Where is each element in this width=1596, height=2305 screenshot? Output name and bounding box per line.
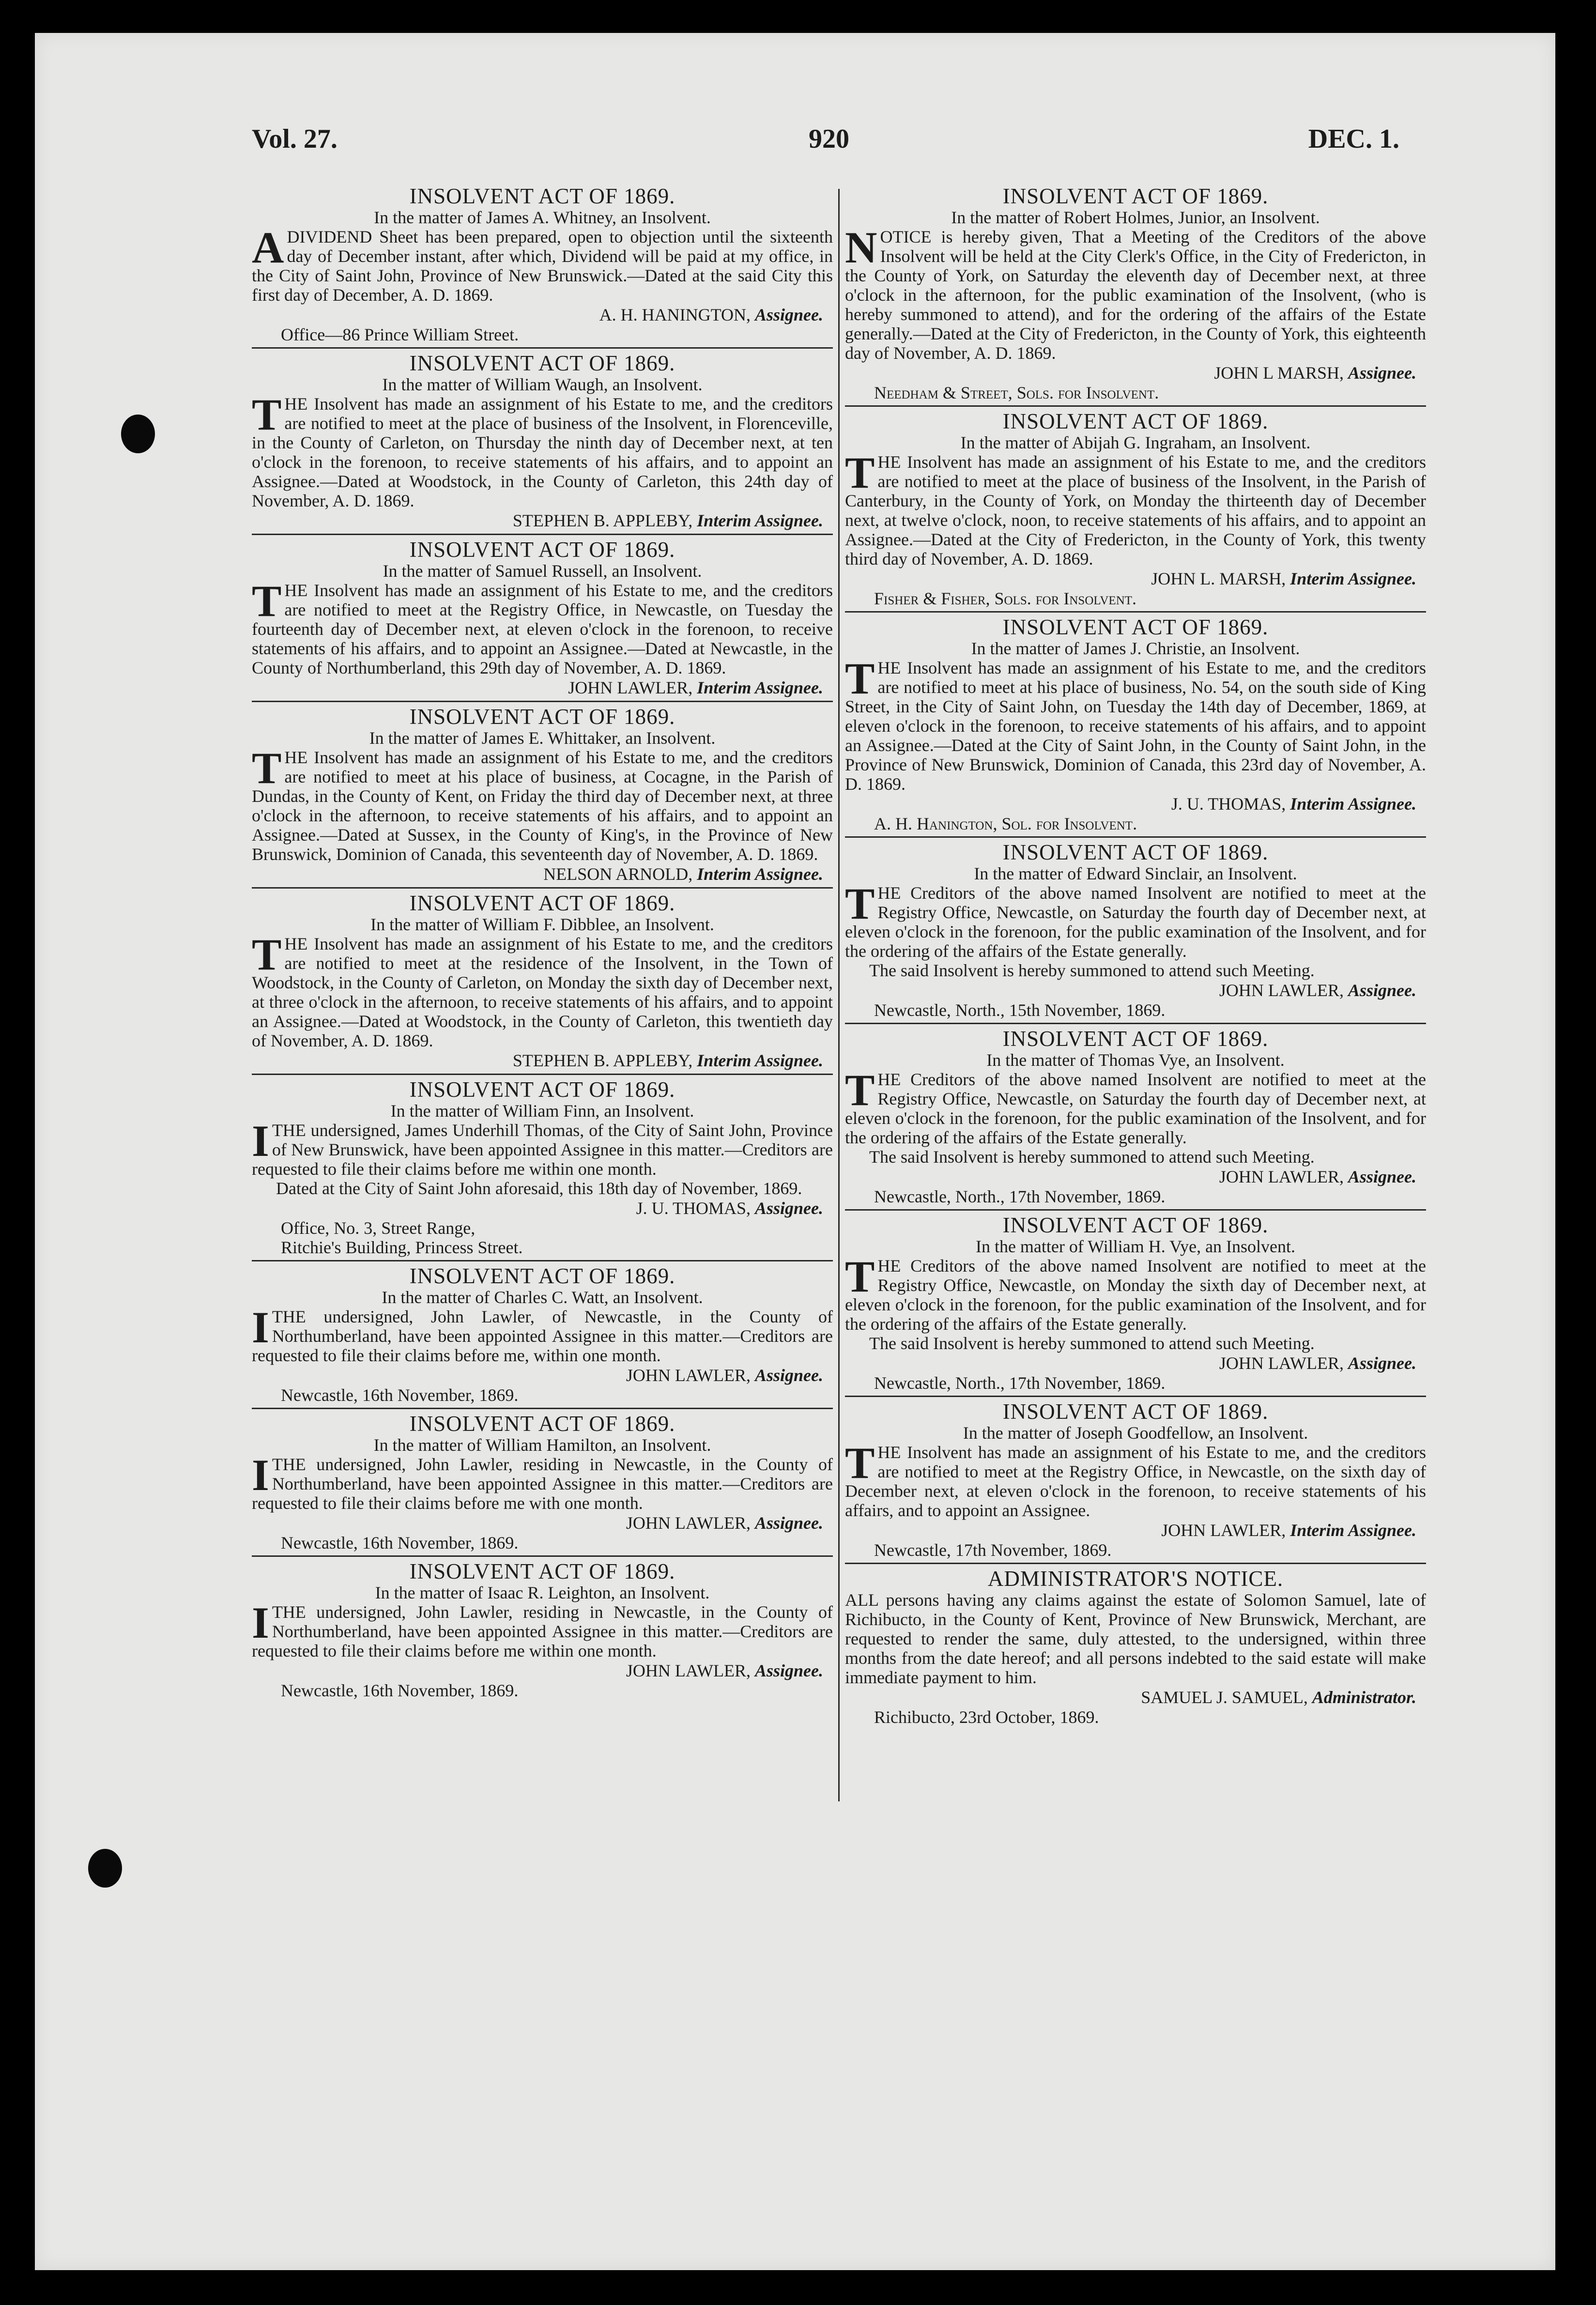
notice-body-text: THE undersigned, John Lawler, of Newcastle, in the County of Northumberland, have been appointed Assignee in this matter.—Creditors are requested to file their claims before me, within one month. bbox=[252, 1307, 833, 1365]
notice-matter: In the matter of William H. Vye, an Insolvent. bbox=[975, 1237, 1296, 1256]
drop-cap: T bbox=[252, 930, 282, 979]
notice-matter: In the matter of Edward Sinclair, an Insolvent. bbox=[974, 864, 1297, 883]
signature-role: Interim Assignee. bbox=[697, 1051, 823, 1070]
signature bbox=[845, 1687, 1426, 1707]
notice-body-text: HE Insolvent has made an assignment of his Estate to me, and the creditors are notified to meet at the residence of the Insolvent, in the Town of Woodstock, in the County of Carleton, on Monday the sixth day of December next, at three o'clock in the afternoon, to receive statements of his affairs, and to appoint an Assignee.—Dated at Woodstock, in the County of Carleton, this twentieth day of November, A. D. 1869. bbox=[252, 934, 833, 1050]
notice-body bbox=[845, 448, 1426, 569]
signature bbox=[252, 1365, 833, 1385]
dateline: Newcastle, 17th November, 1869. bbox=[874, 1540, 1112, 1560]
drop-cap: T bbox=[845, 654, 875, 703]
notice-heading: INSOLVENT ACT OF 1869. bbox=[1002, 840, 1269, 864]
signature-role: Interim Assignee. bbox=[697, 864, 823, 884]
notice-block bbox=[252, 182, 833, 347]
notice-heading: INSOLVENT ACT OF 1869. bbox=[409, 1264, 675, 1288]
dateline: Newcastle, 16th November, 1869. bbox=[281, 1385, 519, 1405]
notice-block bbox=[845, 405, 1426, 611]
punch-hole bbox=[88, 1849, 122, 1888]
notice-body-text: HE Creditors of the above named Insolvent are notified to meet at the Registry Office, Newcastle, on Saturday the fourth day of December next, at eleven o'clock in the forenoon, for the public examination of the Insolvent, and for the ordering of the affairs of the Estate generally. bbox=[845, 883, 1426, 961]
notice-matter: In the matter of William Finn, an Insolvent. bbox=[390, 1101, 694, 1121]
signature-role: Assignee. bbox=[754, 1199, 823, 1218]
notice-block bbox=[252, 1408, 833, 1555]
drop-cap: T bbox=[845, 1065, 875, 1115]
signature-role: Assignee. bbox=[754, 1661, 823, 1680]
notice-block bbox=[252, 1074, 833, 1260]
notice-body bbox=[252, 1450, 833, 1513]
notice-matter: In the matter of James J. Christie, an Insolvent. bbox=[971, 639, 1300, 658]
notice-body-text: DIVIDEND Sheet has been prepared, open to objection until the sixteenth day of December instant, after which, Dividend will be paid at my office, in the City of Saint John, Province of New Brunswick.—Dated at the said City this first day of December, A. D. 1869. bbox=[252, 227, 833, 305]
notice-heading: INSOLVENT ACT OF 1869. bbox=[409, 705, 675, 729]
signature bbox=[252, 1050, 833, 1071]
drop-cap: I bbox=[252, 1303, 269, 1352]
notice-body bbox=[845, 1438, 1426, 1520]
signature-name: JOHN LAWLER, bbox=[1219, 1167, 1348, 1186]
drop-cap: I bbox=[252, 1116, 269, 1166]
notice-heading: INSOLVENT ACT OF 1869. bbox=[409, 1412, 675, 1436]
notice-heading: INSOLVENT ACT OF 1869. bbox=[1002, 1213, 1269, 1237]
notice-body bbox=[845, 223, 1426, 363]
signature bbox=[845, 1167, 1426, 1187]
notice-block bbox=[845, 1396, 1426, 1563]
signature-name: STEPHEN B. APPLEBY, bbox=[512, 511, 697, 530]
notice-block bbox=[845, 1209, 1426, 1396]
signature-name: J. U. THOMAS, bbox=[636, 1199, 755, 1218]
drop-cap: I bbox=[252, 1598, 269, 1647]
notice-matter: In the matter of Isaac R. Leighton, an Insolvent. bbox=[375, 1583, 710, 1602]
page-header bbox=[252, 123, 1399, 162]
notice-matter: In the matter of Thomas Vye, an Insolvent. bbox=[986, 1050, 1285, 1070]
signature-name: NELSON ARNOLD, bbox=[543, 864, 697, 884]
signature-name: SAMUEL J. SAMUEL, bbox=[1141, 1688, 1312, 1707]
notice-block bbox=[252, 1555, 833, 1703]
notice-heading: INSOLVENT ACT OF 1869. bbox=[1002, 615, 1269, 639]
notice-body-text: HE Creditors of the above named Insolvent are notified to meet at the Registry Office, Newcastle, on Saturday the fourth day of December next, at eleven o'clock in the forenoon, for the public examination of the Insolvent, and for the ordering of the affairs of the Estate generally. bbox=[845, 1070, 1426, 1147]
notice-extra: The said Insolvent is hereby summoned to attend such Meeting. bbox=[869, 1334, 1315, 1353]
signature-name: JOHN LAWLER, bbox=[1219, 981, 1348, 1000]
signature bbox=[845, 1353, 1426, 1373]
signature bbox=[845, 1520, 1426, 1540]
signature-role: Interim Assignee. bbox=[1290, 794, 1416, 814]
notice-matter: In the matter of Samuel Russell, an Insolvent. bbox=[383, 561, 702, 581]
notice-body-text: HE Creditors of the above named Insolvent are notified to meet at the Registry Office, Newcastle, on Monday the sixth day of December next, at eleven o'clock in the forenoon, for the public examination of the Insolvent, and for the ordering of the affairs of the Estate generally. bbox=[845, 1256, 1426, 1334]
drop-cap: I bbox=[252, 1450, 269, 1500]
notice-matter: In the matter of James E. Whittaker, an Insolvent. bbox=[369, 728, 716, 748]
notice-body bbox=[845, 1590, 1426, 1687]
dateline: Newcastle, North., 15th November, 1869. bbox=[874, 1000, 1166, 1020]
punch-hole bbox=[121, 415, 155, 453]
drop-cap: T bbox=[252, 390, 282, 439]
notice-block bbox=[252, 347, 833, 534]
notice-heading: INSOLVENT ACT OF 1869. bbox=[409, 1077, 675, 1102]
notice-body-text: HE Insolvent has made an assignment of his Estate to me, and the creditors are notified to meet at the Registry Office, in Newcastle, on the sixth day of December next, at eleven o'clock in the forenoon, to receive statements of his affairs, and to appoint an Assignee. bbox=[845, 1443, 1426, 1520]
signature-role: Assignee. bbox=[1348, 363, 1416, 383]
signature bbox=[252, 1660, 833, 1681]
dateline: Newcastle, North., 17th November, 1869. bbox=[874, 1187, 1166, 1206]
signature bbox=[845, 363, 1426, 383]
notice-heading: INSOLVENT ACT OF 1869. bbox=[1002, 409, 1269, 433]
notice-matter: In the matter of Joseph Goodfellow, an Insolvent. bbox=[963, 1423, 1308, 1443]
notice-heading: INSOLVENT ACT OF 1869. bbox=[1002, 1399, 1269, 1424]
dateline: Ritchie's Building, Princess Street. bbox=[281, 1238, 523, 1257]
notice-body-text: THE undersigned, James Underhill Thomas, of the City of Saint John, Province of New Brunswick, have been appointed Assignee in this matter.—Creditors are requested to file their claims before me within one month. bbox=[252, 1121, 833, 1179]
signature-role: Assignee. bbox=[754, 305, 823, 324]
notice-body-text: HE Insolvent has made an assignment of his Estate to me, and the creditors are notified to meet at his place of business, No. 54, on the south side of King Street, in the City of Saint John, on Tuesday the 14th day of December, 1869, at eleven o'clock in the forenoon, to receive statements of his affairs, and to appoint an Assignee.—Dated at the City of Saint John, in the County of Saint John, in the Province of New Brunswick, Dominion of Canada, this 23rd day of November, A. D. 1869. bbox=[845, 658, 1426, 794]
signature bbox=[845, 569, 1426, 589]
notice-block bbox=[252, 887, 833, 1074]
notice-matter: In the matter of William Waugh, an Insolvent. bbox=[382, 375, 703, 394]
drop-cap: T bbox=[252, 743, 282, 793]
signature-name: JOHN LAWLER, bbox=[626, 1513, 755, 1533]
signature-role: Interim Assignee. bbox=[697, 678, 823, 697]
drop-cap: T bbox=[845, 448, 875, 497]
notice-heading: INSOLVENT ACT OF 1869. bbox=[1002, 1027, 1269, 1051]
drop-cap: T bbox=[845, 879, 875, 928]
notice-extra: Dated at the City of Saint John aforesaid, this 18th day of November, 1869. bbox=[276, 1179, 802, 1198]
signature-name: JOHN LAWLER, bbox=[568, 678, 697, 697]
notice-block bbox=[845, 1023, 1426, 1209]
notice-heading: INSOLVENT ACT OF 1869. bbox=[1002, 184, 1269, 208]
signature bbox=[252, 677, 833, 698]
signature-name: STEPHEN B. APPLEBY, bbox=[512, 1051, 697, 1070]
signature-role: Assignee. bbox=[754, 1513, 823, 1533]
notice-matter: In the matter of Robert Holmes, Junior, an Insolvent. bbox=[951, 208, 1320, 227]
signature-name: JOHN LAWLER, bbox=[626, 1366, 755, 1385]
signature-role: Interim Assignee. bbox=[1290, 569, 1416, 588]
notice-block bbox=[845, 182, 1426, 405]
notice-heading: INSOLVENT ACT OF 1869. bbox=[409, 1559, 675, 1583]
notice-body bbox=[252, 576, 833, 677]
notice-body-text: THE undersigned, John Lawler, residing in Newcastle, in the County of Northumberland, have been appointed Assignee in this matter.—Creditors are requested to file their claims before me within one month. bbox=[252, 1602, 833, 1660]
notice-block bbox=[845, 611, 1426, 836]
notice-heading: INSOLVENT ACT OF 1869. bbox=[409, 184, 675, 208]
drop-cap: T bbox=[845, 1438, 875, 1488]
signature bbox=[845, 980, 1426, 1000]
notice-block bbox=[252, 534, 833, 701]
signature-name: JOHN L. MARSH, bbox=[1151, 569, 1290, 588]
notice-body-text: ALL persons having any claims against the estate of Solomon Samuel, late of Richibucto, in the County of Kent, Province of New Brunswick, Merchant, are requested to render the same, duly attested, to the undersigned, within three months from the date hereof; and all persons indebted to the said estate will make immediate payment to him. bbox=[845, 1590, 1426, 1687]
signature bbox=[252, 1198, 833, 1218]
signature bbox=[252, 510, 833, 531]
drop-cap: N bbox=[845, 223, 877, 272]
notice-extra: The said Insolvent is hereby summoned to attend such Meeting. bbox=[869, 1147, 1315, 1167]
notice-body bbox=[845, 1065, 1426, 1147]
notice-body-text: HE Insolvent has made an assignment of his Estate to me, and the creditors are notified to meet at the Registry Office, in Newcastle, on Tuesday the fourteenth day of December next, at eleven o'clock in the forenoon, to receive statements of his affairs, and to appoint an Assignee.—Dated at Newcastle, in the County of Northumberland, this 29th day of November, A. D. 1869. bbox=[252, 581, 833, 677]
notice-block bbox=[845, 836, 1426, 1023]
notice-body bbox=[845, 1252, 1426, 1334]
notice-block bbox=[252, 701, 833, 887]
left-column bbox=[252, 182, 833, 1703]
signature bbox=[252, 864, 833, 884]
signature bbox=[845, 794, 1426, 814]
notice-body-text: OTICE is hereby given, That a Meeting of the Creditors of the above Insolvent will be held at the City Clerk's Office, in the City of Fredericton, in the County of York, on Saturday the eleventh day of December next, at three o'clock in the afternoon, for the public examination of the Insolvent, (who is hereby summoned to attend), and for the ordering of the affairs of the Estate generally.—Dated at the City of Fredericton, in the County of York, this eighteenth day of November, A. D. 1869. bbox=[845, 227, 1426, 363]
notice-heading: INSOLVENT ACT OF 1869. bbox=[409, 351, 675, 375]
signature bbox=[252, 1513, 833, 1533]
notice-body bbox=[252, 1303, 833, 1365]
drop-cap: T bbox=[252, 576, 282, 626]
column-divider bbox=[838, 189, 840, 1801]
notice-extra: The said Insolvent is hereby summoned to attend such Meeting. bbox=[869, 961, 1315, 980]
signature-role: Assignee. bbox=[1348, 1353, 1416, 1373]
notice-body bbox=[845, 654, 1426, 794]
notice-heading: ADMINISTRATOR'S NOTICE. bbox=[987, 1567, 1284, 1591]
dateline: Richibucto, 23rd October, 1869. bbox=[874, 1707, 1099, 1727]
signature bbox=[252, 305, 833, 325]
notice-matter: In the matter of William Hamilton, an Insolvent. bbox=[373, 1435, 711, 1455]
dateline: Newcastle, 16th November, 1869. bbox=[281, 1533, 519, 1552]
issue-date: DEC. 1. bbox=[1308, 124, 1399, 154]
dateline: Newcastle, North., 17th November, 1869. bbox=[874, 1373, 1166, 1393]
signature-name: JOHN LAWLER, bbox=[1219, 1353, 1348, 1373]
notice-heading: INSOLVENT ACT OF 1869. bbox=[409, 538, 675, 562]
notice-body-text: THE undersigned, John Lawler, residing in Newcastle, in the County of Northumberland, have been appointed Assignee in this matter.—Creditors are requested to file their claims before me with one month. bbox=[252, 1455, 833, 1513]
notice-body bbox=[252, 1598, 833, 1660]
notice-matter: In the matter of William F. Dibblee, an Insolvent. bbox=[370, 915, 714, 934]
signature-role: Assignee. bbox=[754, 1366, 823, 1385]
signature-role: Interim Assignee. bbox=[697, 511, 823, 530]
drop-cap: A bbox=[252, 223, 284, 272]
dateline: Office, No. 3, Street Range, bbox=[281, 1218, 476, 1238]
signature-name: JOHN LAWLER, bbox=[626, 1661, 755, 1680]
notice-body bbox=[845, 879, 1426, 961]
signature-name: JOHN L MARSH, bbox=[1214, 363, 1348, 383]
page-number: 920 bbox=[809, 124, 849, 154]
notice-heading: INSOLVENT ACT OF 1869. bbox=[409, 891, 675, 915]
notice-body bbox=[252, 223, 833, 305]
notice-matter: In the matter of James A. Whitney, an Insolvent. bbox=[374, 208, 711, 227]
notice-body bbox=[252, 1116, 833, 1179]
notice-body bbox=[252, 930, 833, 1050]
signature-role: Assignee. bbox=[1348, 981, 1416, 1000]
drop-cap: T bbox=[845, 1252, 875, 1301]
signature-role: Interim Assignee. bbox=[1290, 1521, 1416, 1540]
notice-block bbox=[252, 1260, 833, 1408]
notice-body-text: HE Insolvent has made an assignment of his Estate to me, and the creditors are notified to meet at the place of business of the Insolvent, in Florenceville, in the County of Carleton, on Thursday the ninth day of December next, at ten o'clock in the forenoon, to receive statements of his affairs, and to appoint an Assignee.—Dated at Woodstock, in the County of Carleton, this 24th day of November, A. D. 1869. bbox=[252, 394, 833, 510]
solicitors-line: Needham & Street, Sols. for Insolvent. bbox=[874, 383, 1159, 402]
notice-matter: In the matter of Abijah G. Ingraham, an Insolvent. bbox=[960, 433, 1311, 452]
notice-body-text: HE Insolvent has made an assignment of his Estate to me, and the creditors are notified to meet at the place of business of the Insolvent, in the Parish of Canterbury, in the County of York, on Monday the thirteenth day of December next, at twelve o'clock, noon, to receive statements of his affairs, and to appoint an Assignee.—Dated at the City of Fredericton, in the County of York, this twenty third day of November, A. D. 1869. bbox=[845, 452, 1426, 569]
solicitors-line: A. H. Hanington, Sol. for Insolvent. bbox=[874, 814, 1137, 833]
solicitors-line: Fisher & Fisher, Sols. for Insolvent. bbox=[874, 589, 1137, 608]
signature-role: Administrator. bbox=[1312, 1688, 1416, 1707]
notice-body bbox=[252, 743, 833, 864]
signature-role: Assignee. bbox=[1348, 1167, 1416, 1186]
notice-matter: In the matter of Charles C. Watt, an Insolvent. bbox=[382, 1288, 703, 1307]
notice-body-text: HE Insolvent has made an assignment of his Estate to me, and the creditors are notified to meet at his place of business, at Cocagne, in the Parish of Dundas, in the County of Kent, on Friday the third day of December next, at three o'clock in the afternoon, to receive statements of his affairs, and to appoint an Assignee.—Dated at Sussex, in the County of King's, in the Province of New Brunswick, Dominion of Canada, this seventeenth day of November, A. D. 1869. bbox=[252, 748, 833, 864]
signature-name: J. U. THOMAS, bbox=[1171, 794, 1290, 814]
dateline: Office—86 Prince William Street. bbox=[281, 325, 519, 344]
notice-block bbox=[845, 1563, 1426, 1730]
signature-name: A. H. HANINGTON, bbox=[599, 305, 755, 324]
signature-name: JOHN LAWLER, bbox=[1161, 1521, 1290, 1540]
dateline: Newcastle, 16th November, 1869. bbox=[281, 1681, 519, 1700]
volume-label: Vol. 27. bbox=[252, 124, 338, 154]
right-column bbox=[845, 182, 1426, 1730]
notice-body bbox=[252, 390, 833, 510]
